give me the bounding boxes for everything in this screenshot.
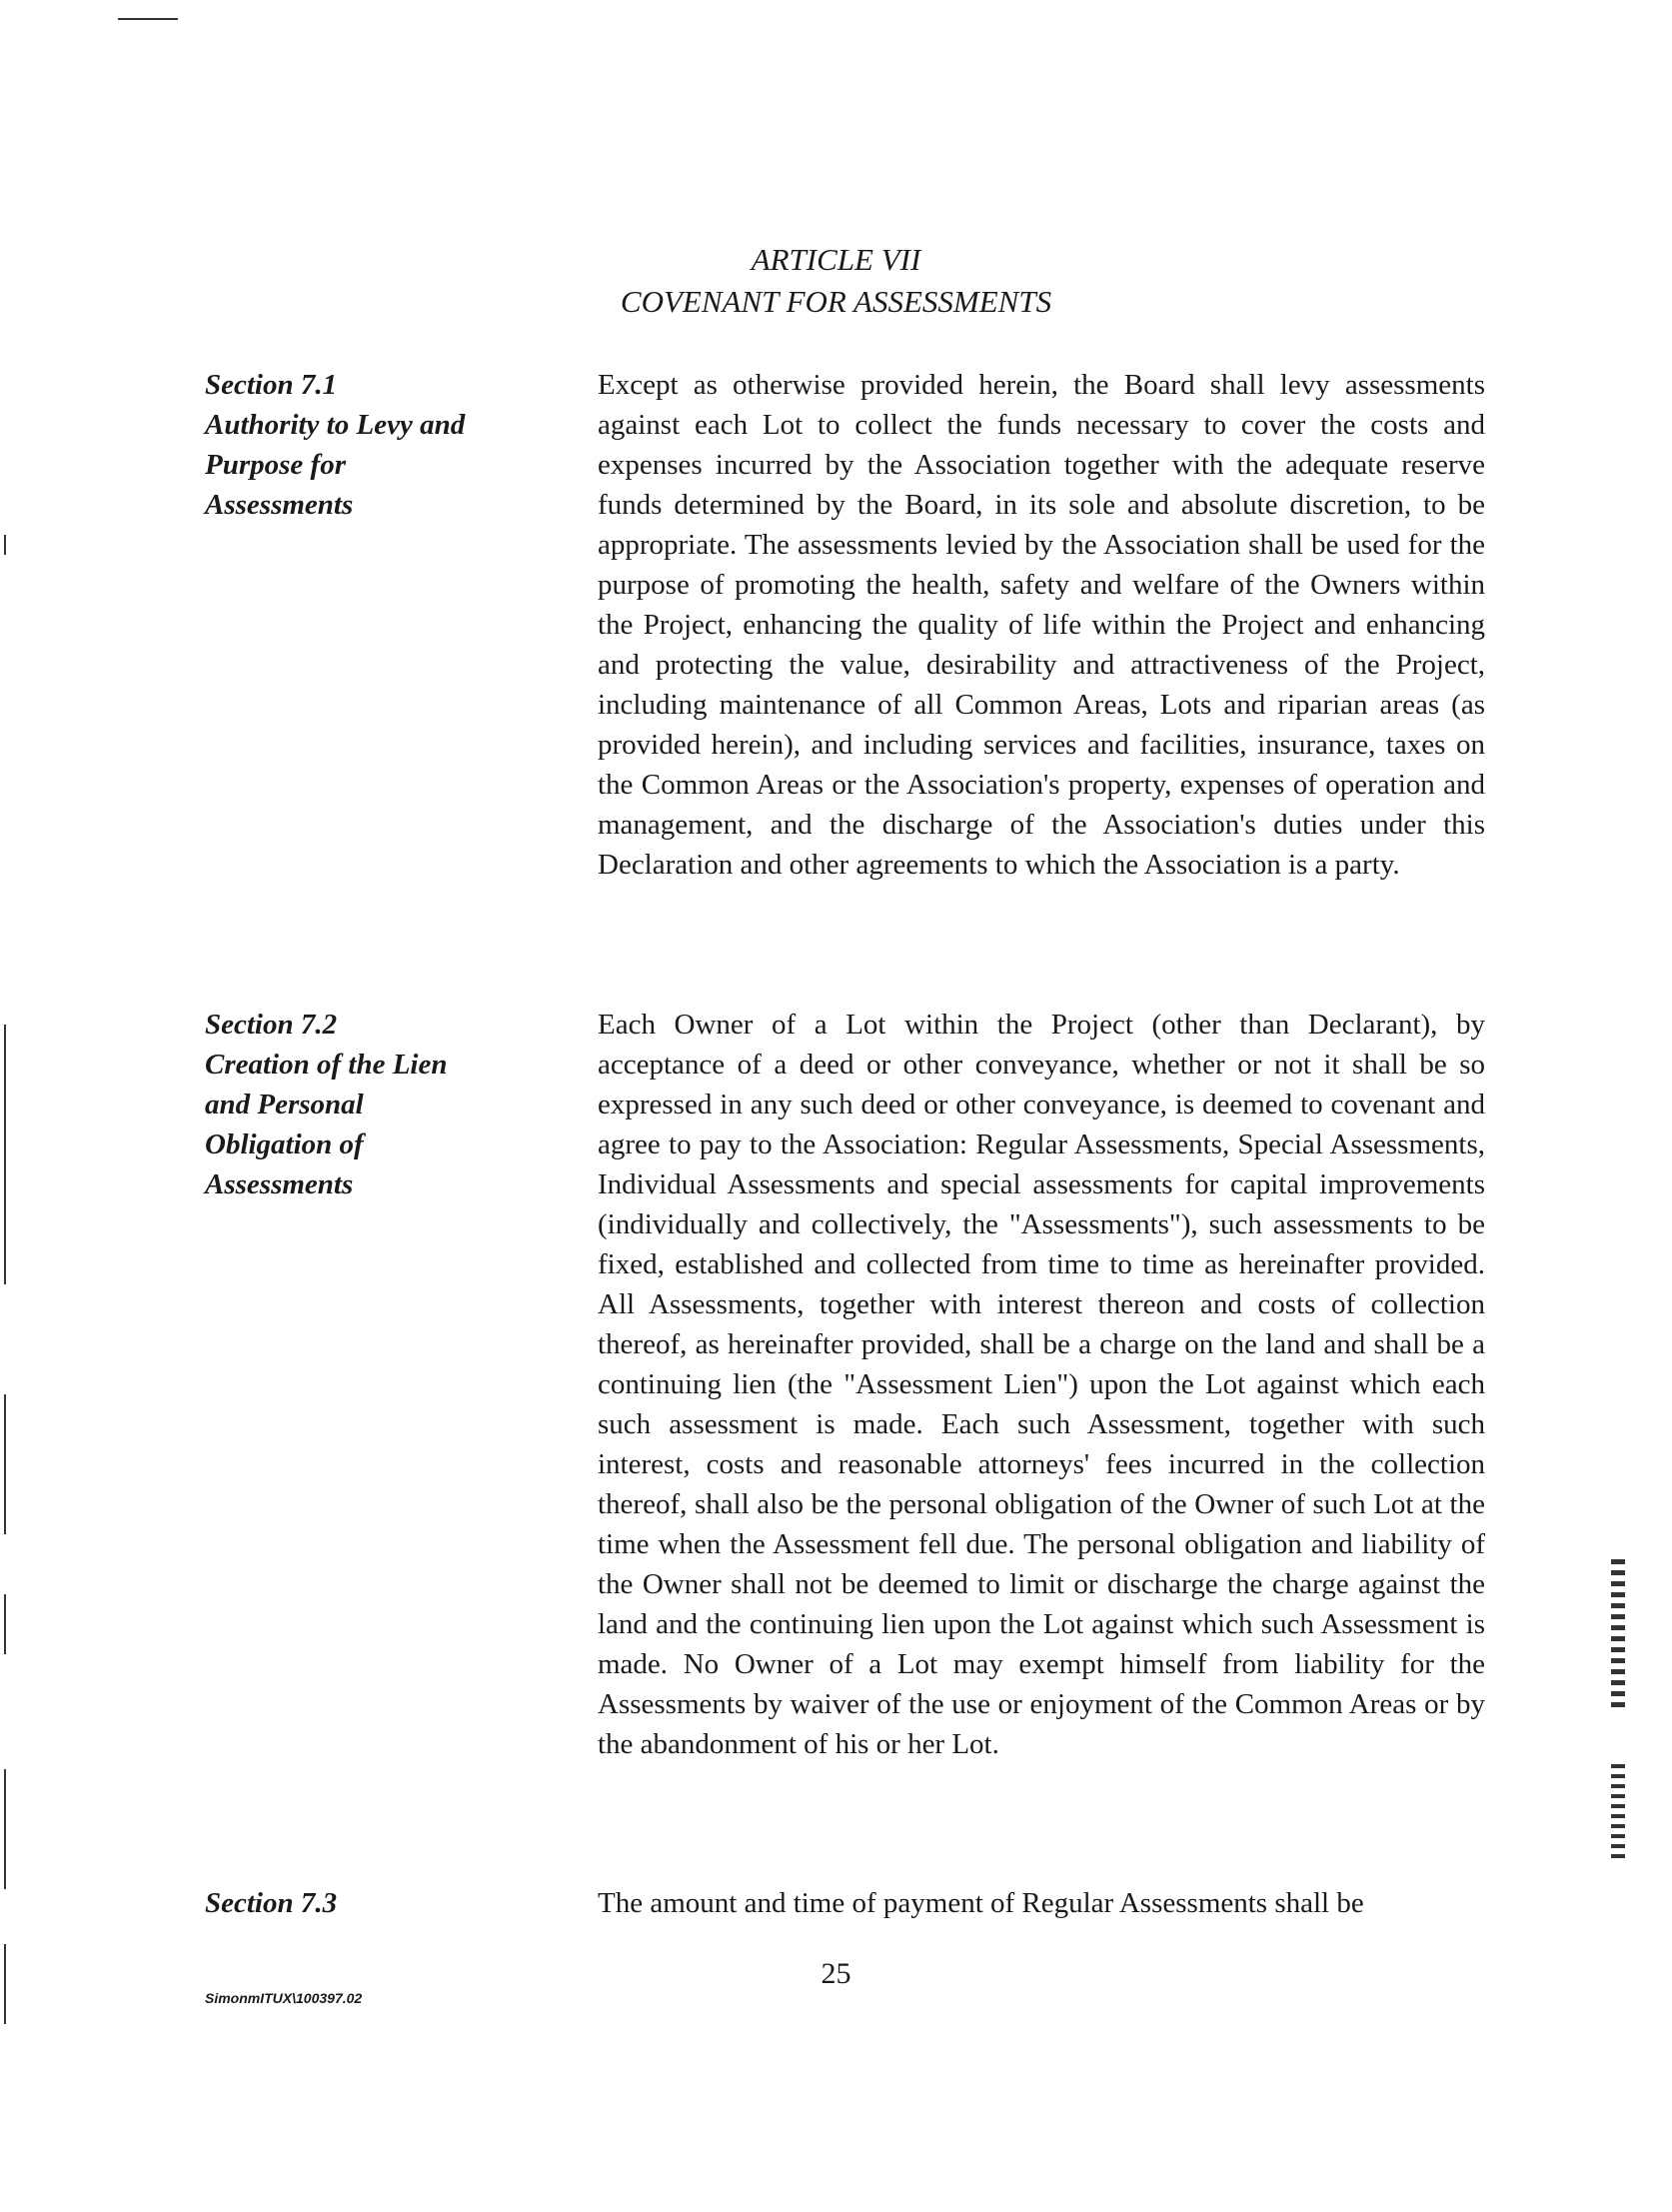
section-heading-line: and Personal <box>205 1089 364 1120</box>
section-heading-line: Section 7.1 <box>205 369 338 401</box>
article-title: COVENANT FOR ASSESSMENTS <box>620 284 1052 319</box>
scan-mark <box>4 1769 6 1889</box>
scan-mark <box>1611 1559 1625 1709</box>
section-heading-line: Section 7.2 <box>205 1009 338 1041</box>
section-body: The amount and time of payment of Regular Assessments shall be <box>598 1887 1364 1919</box>
scan-mark <box>4 535 6 555</box>
section-heading-line: Authority to Levy and <box>205 409 466 441</box>
section-heading-line: Assessments <box>205 489 354 521</box>
section-heading <box>205 1005 535 1204</box>
section-heading <box>205 365 535 525</box>
article-number: ARTICLE VII <box>751 242 921 277</box>
section-body: Except as otherwise provided herein, the Board shall levy assessments against each Lot to collect the funds necessary to cover the costs and expenses incurred by the Association together with the adequate reserve funds determined by the Board, in its sole and absolute discretion, to be appropriate. The assessments levied by the Association shall be used for the purpose of promoting the health, safety and welfare of the Owners within the Project, enhancing the quality of life within the Project and enhancing and protecting the value, desirability and attractiveness of the Project, including maintenance of all Common Areas, Lots and riparian areas (as provided herein), and including services and facilities, insurance, taxes on the Common Areas or the Association's property, expenses of operation and management, and the discharge of the Association's duties under this Declaration and other agreements to which the Association is a party. <box>598 369 1485 881</box>
scan-mark <box>1611 1764 1625 1864</box>
scan-mark <box>4 1025 6 1284</box>
scan-mark <box>118 18 178 20</box>
document-id: SimonmITUX\100397.02 <box>205 1990 363 2006</box>
page-number: 25 <box>821 1957 851 1990</box>
section-heading <box>205 1883 535 1923</box>
scan-mark <box>4 1394 6 1534</box>
section-heading-line: Purpose for <box>205 449 346 481</box>
scan-mark <box>4 1594 6 1654</box>
section-body: Each Owner of a Lot within the Project (other than Declarant), by acceptance of a deed or other conveyance, whether or not it shall be so expressed in any such deed or other conveyance, is deemed to covenant and agree to pay to the Association: Regular Assessments, Special Assessments, Individual Assessments and special assessments for capital improvements (individually and collectively, the "Assessments"), such assessments to be fixed, established and collected from time to time as hereinafter provided. All Assessments, together with interest thereon and costs of collection thereof, as hereinafter provided, shall be a charge on the land and shall be a continuing lien (the "Assessment Lien") upon the Lot against which each such assessment is made. Each such Assessment, together with such interest, costs and reasonable attorneys' fees incurred in the collection thereof, shall also be the personal obligation of the Owner of such Lot at the time when the Assessment fell due. The personal obligation and liability of the Owner shall not be deemed to limit or discharge the charge against the land and the continuing lien upon the Lot against which such Assessment is made. No Owner of a Lot may exempt himself from liability for the Assessments by waiver of the use or enjoyment of the Common Areas or by the abandonment of his or her Lot. <box>598 1009 1485 1760</box>
section-heading-line: Obligation of <box>205 1128 364 1160</box>
section-heading-line: Creation of the Lien <box>205 1049 448 1081</box>
section-heading-line: Assessments <box>205 1168 354 1200</box>
section-heading-line: Section 7.3 <box>205 1887 338 1919</box>
